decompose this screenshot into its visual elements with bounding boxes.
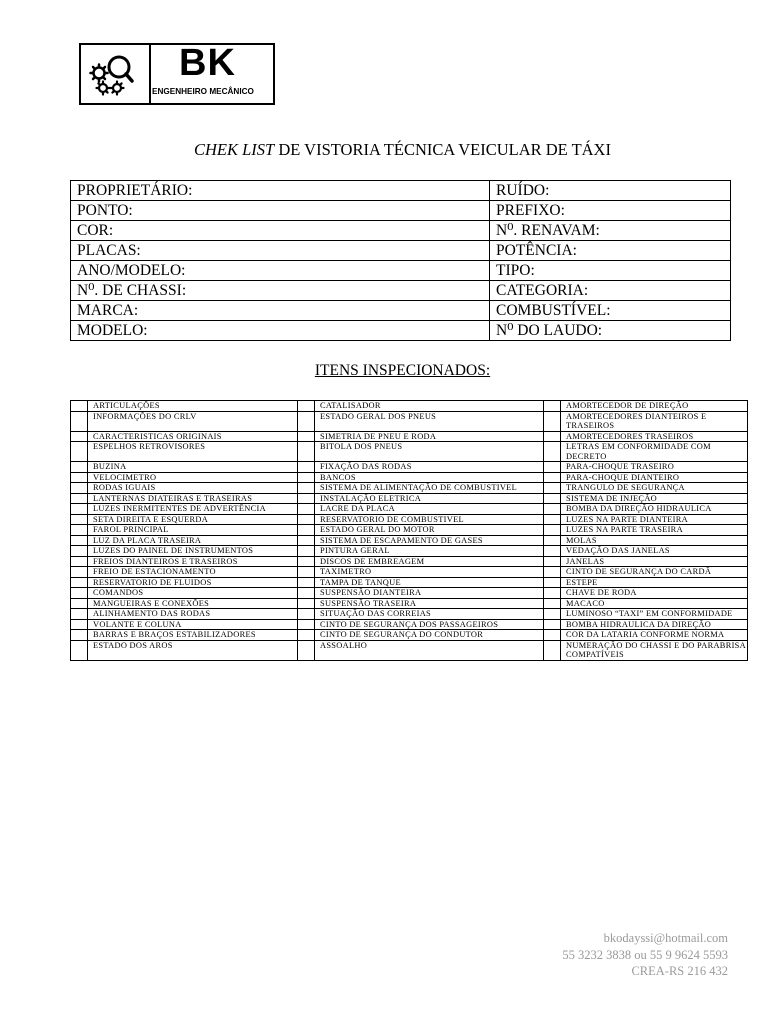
item-checkbox[interactable] xyxy=(298,525,315,536)
item-checkbox[interactable] xyxy=(298,401,315,412)
item-checkbox[interactable] xyxy=(298,514,315,525)
item-checkbox[interactable] xyxy=(71,535,88,546)
item-checkbox[interactable] xyxy=(298,630,315,641)
item-checkbox[interactable] xyxy=(544,598,561,609)
item-checkbox[interactable] xyxy=(298,588,315,599)
item-label: BUZINA xyxy=(88,462,298,473)
item-label: FIXAÇÃO DAS RODAS xyxy=(315,462,544,473)
item-label: CATALISADOR xyxy=(315,401,544,412)
item-label: CARACTERISTICAS ORIGINAIS xyxy=(88,431,298,442)
item-label: MANGUEIRAS E CONEXÕES xyxy=(88,598,298,609)
vehicle-info-table xyxy=(70,180,731,341)
info-row xyxy=(71,241,731,261)
item-checkbox[interactable] xyxy=(298,556,315,567)
item-label: LUMINOSO “TAXI” EM CONFORMIDADE xyxy=(561,609,748,620)
item-label: ESPELHOS RETROVISORES xyxy=(88,442,298,462)
info-field-left[interactable]: ANO/MODELO: xyxy=(71,261,490,281)
info-row xyxy=(71,181,731,201)
document-title xyxy=(0,140,768,160)
item-checkbox[interactable] xyxy=(544,556,561,567)
footer-email: bkodayssi@hotmail.com xyxy=(603,931,728,945)
footer-crea: CREA-RS 216 432 xyxy=(631,964,728,978)
items-section-title: ITENS INSPECIONADOS: xyxy=(314,362,491,379)
item-checkbox[interactable] xyxy=(544,525,561,536)
table-row xyxy=(71,504,748,515)
item-checkbox[interactable] xyxy=(71,401,88,412)
item-label: RESERVATORIO DE COMBUSTIVEL xyxy=(315,514,544,525)
item-label: BOMBA HIDRAULICA DA DIREÇÃO xyxy=(561,619,748,630)
item-checkbox[interactable] xyxy=(544,431,561,442)
table-row xyxy=(71,598,748,609)
item-checkbox[interactable] xyxy=(298,609,315,620)
item-checkbox[interactable] xyxy=(298,577,315,588)
item-label: CHAVE DE RODA xyxy=(561,588,748,599)
table-row xyxy=(71,514,748,525)
item-label: BANCOS xyxy=(315,472,544,483)
item-label: FREIO DE ESTACIONAMENTO xyxy=(88,567,298,578)
table-row xyxy=(71,442,748,462)
item-label: FREIOS DIANTEIROS E TRASEIROS xyxy=(88,556,298,567)
info-field-left[interactable]: MARCA: xyxy=(71,301,490,321)
item-checkbox[interactable] xyxy=(544,472,561,483)
item-checkbox[interactable] xyxy=(544,588,561,599)
item-checkbox[interactable] xyxy=(544,535,561,546)
logo-brand: BK xyxy=(179,42,236,84)
item-checkbox[interactable] xyxy=(71,630,88,641)
item-label: VELOCIMETRO xyxy=(88,472,298,483)
item-checkbox[interactable] xyxy=(71,525,88,536)
item-label: AMORTECEDORES DIANTEIROS E TRASEIROS xyxy=(561,411,748,431)
item-checkbox[interactable] xyxy=(298,483,315,494)
item-checkbox[interactable] xyxy=(298,462,315,473)
item-checkbox[interactable] xyxy=(298,411,315,431)
item-checkbox[interactable] xyxy=(544,546,561,557)
item-checkbox[interactable] xyxy=(71,462,88,473)
item-label: TAXIMETRO xyxy=(315,567,544,578)
item-label: COMANDOS xyxy=(88,588,298,599)
item-checkbox[interactable] xyxy=(544,567,561,578)
item-label: BITOLA DOS PNEUS xyxy=(315,442,544,462)
info-field-left[interactable]: N⁰. DE CHASSI: xyxy=(71,281,490,301)
item-label: NUMERAÇÃO DO CHASSI E DO PARABRISA COMPATÍVEIS xyxy=(561,640,748,660)
table-row xyxy=(71,588,748,599)
item-label: SUSPENSÃO DIANTEIRA xyxy=(315,588,544,599)
item-checkbox[interactable] xyxy=(71,577,88,588)
item-label: SETA DIREITA E ESQUERDA xyxy=(88,514,298,525)
item-checkbox[interactable] xyxy=(298,431,315,442)
item-checkbox[interactable] xyxy=(544,640,561,660)
info-row xyxy=(71,261,731,281)
item-checkbox[interactable] xyxy=(298,640,315,660)
item-label: PARA-CHOQUE TRASEIRO xyxy=(561,462,748,473)
item-label: CINTO DE SEGURANÇA DO CONDUTOR xyxy=(315,630,544,641)
info-field-left[interactable]: PROPRIETÁRIO: xyxy=(71,181,490,201)
item-checkbox[interactable] xyxy=(544,411,561,431)
item-checkbox[interactable] xyxy=(71,411,88,431)
info-field-left[interactable]: PLACAS: xyxy=(71,241,490,261)
item-label: INSTALAÇÃO ELETRICA xyxy=(315,493,544,504)
table-row xyxy=(71,619,748,630)
info-field-left[interactable]: MODELO: xyxy=(71,321,490,341)
item-label: SISTEMA DE ALIMENTAÇÃO DE COMBUSTIVEL xyxy=(315,483,544,494)
item-checkbox[interactable] xyxy=(298,546,315,557)
item-checkbox[interactable] xyxy=(71,619,88,630)
table-row xyxy=(71,462,748,473)
item-label: DISCOS DE EMBREAGEM xyxy=(315,556,544,567)
item-label: LUZ DA PLACA TRASEIRA xyxy=(88,535,298,546)
logo-subtitle: ENGENHEIRO MECÂNICO xyxy=(152,87,254,96)
item-checkbox[interactable] xyxy=(71,556,88,567)
item-checkbox[interactable] xyxy=(71,472,88,483)
item-label: VEDAÇÃO DAS JANELAS xyxy=(561,546,748,557)
item-checkbox[interactable] xyxy=(298,442,315,462)
item-checkbox[interactable] xyxy=(71,567,88,578)
table-row xyxy=(71,483,748,494)
item-checkbox[interactable] xyxy=(544,401,561,412)
item-label: SISTEMA DE ESCAPAMENTO DE GASES xyxy=(315,535,544,546)
item-label: LUZES NA PARTE DIANTEIRA xyxy=(561,514,748,525)
item-checkbox[interactable] xyxy=(71,442,88,462)
item-checkbox[interactable] xyxy=(544,483,561,494)
info-row xyxy=(71,321,731,341)
item-label: RODAS IGUAIS xyxy=(88,483,298,494)
info-field-right[interactable]: TIPO: xyxy=(490,261,731,281)
item-checkbox[interactable] xyxy=(71,493,88,504)
item-label: LUZES INERMITENTES DE ADVERTÊNCIA xyxy=(88,504,298,515)
item-label: BARRAS E BRAÇOS ESTABILIZADORES xyxy=(88,630,298,641)
info-field-right[interactable]: N⁰. RENAVAM: xyxy=(490,221,731,241)
item-checkbox[interactable] xyxy=(71,546,88,557)
table-row xyxy=(71,401,748,412)
item-label: SISTEMA DE INJEÇÃO xyxy=(561,493,748,504)
info-field-right[interactable]: COMBUSTÍVEL: xyxy=(490,301,731,321)
item-label: AMORTECEDOR DE DIREÇÃO xyxy=(561,401,748,412)
item-checkbox[interactable] xyxy=(71,431,88,442)
item-label: TAMPA DE TANQUE xyxy=(315,577,544,588)
item-label: MOLAS xyxy=(561,535,748,546)
item-label: ESTEPE xyxy=(561,577,748,588)
table-row xyxy=(71,567,748,578)
item-checkbox[interactable] xyxy=(544,514,561,525)
table-row xyxy=(71,493,748,504)
item-label: ESTADO DOS AROS xyxy=(88,640,298,660)
table-row xyxy=(71,609,748,620)
info-field-right[interactable]: RUÍDO: xyxy=(490,181,731,201)
item-checkbox[interactable] xyxy=(71,514,88,525)
item-label: LUZES DO PAINEL DE INSTRUMENTOS xyxy=(88,546,298,557)
footer-phones: 55 3232 3838 ou 55 9 9624 5593 xyxy=(562,947,728,962)
item-label: MACACO xyxy=(561,598,748,609)
item-checkbox[interactable] xyxy=(71,504,88,515)
item-checkbox[interactable] xyxy=(298,472,315,483)
item-checkbox[interactable] xyxy=(298,598,315,609)
item-checkbox[interactable] xyxy=(71,588,88,599)
item-label: SITUAÇÃO DAS CORREIAS xyxy=(315,609,544,620)
inspection-items-table xyxy=(70,400,748,661)
table-row xyxy=(71,535,748,546)
item-checkbox[interactable] xyxy=(544,630,561,641)
item-label: ARTICULAÇÕES xyxy=(88,401,298,412)
table-row xyxy=(71,630,748,641)
info-field-left[interactable]: COR: xyxy=(71,221,490,241)
item-label: VOLANTE E COLUNA xyxy=(88,619,298,630)
item-checkbox[interactable] xyxy=(71,609,88,620)
info-field-left[interactable]: PONTO: xyxy=(71,201,490,221)
table-row xyxy=(71,431,748,442)
item-label: AMORTECEDORES TRASEIROS xyxy=(561,431,748,442)
title-italic: CHEK LIST xyxy=(194,140,275,159)
item-label: CINTO DE SEGURANÇA DO CARDÃ xyxy=(561,567,748,578)
info-row xyxy=(71,301,731,321)
item-label: INFORMAÇÕES DO CRLV xyxy=(88,411,298,431)
table-row xyxy=(71,577,748,588)
contact-footer xyxy=(562,930,728,980)
info-field-right[interactable]: PREFIXO: xyxy=(490,201,731,221)
info-field-right[interactable]: CATEGORIA: xyxy=(490,281,731,301)
table-row xyxy=(71,411,748,431)
logo-text-box xyxy=(151,42,273,103)
item-checkbox[interactable] xyxy=(71,483,88,494)
item-checkbox[interactable] xyxy=(544,493,561,504)
item-label: FAROL PRINCIPAL xyxy=(88,525,298,536)
item-label: RESERVATORIO DE FLUIDOS xyxy=(88,577,298,588)
info-row xyxy=(71,281,731,301)
company-logo xyxy=(79,43,275,105)
info-row xyxy=(71,221,731,241)
item-label: LANTERNAS DIATEIRAS E TRASEIRAS xyxy=(88,493,298,504)
item-checkbox[interactable] xyxy=(544,609,561,620)
table-row xyxy=(71,472,748,483)
item-checkbox[interactable] xyxy=(544,442,561,462)
item-label: TRANGULO DE SEGURANÇA xyxy=(561,483,748,494)
item-checkbox[interactable] xyxy=(544,504,561,515)
item-checkbox[interactable] xyxy=(298,567,315,578)
table-row xyxy=(71,546,748,557)
item-checkbox[interactable] xyxy=(544,619,561,630)
info-field-right[interactable]: N⁰ DO LAUDO: xyxy=(490,321,731,341)
item-label: BOMBA DA DIREÇÃO HIDRAULICA xyxy=(561,504,748,515)
table-row xyxy=(71,640,748,660)
item-label: ASSOALHO xyxy=(315,640,544,660)
item-label: SUSPENSÃO TRASEIRA xyxy=(315,598,544,609)
item-checkbox[interactable] xyxy=(544,462,561,473)
item-checkbox[interactable] xyxy=(298,493,315,504)
item-label: ESTADO GERAL DO MOTOR xyxy=(315,525,544,536)
item-label: JANELAS xyxy=(561,556,748,567)
item-checkbox[interactable] xyxy=(298,504,315,515)
table-row xyxy=(71,556,748,567)
item-label: LACRE DA PLACA xyxy=(315,504,544,515)
info-field-right[interactable]: POTÊNCIA: xyxy=(490,241,731,261)
item-label: PARA-CHOQUE DIANTEIRO xyxy=(561,472,748,483)
item-checkbox[interactable] xyxy=(71,598,88,609)
item-label: ALINHAMENTO DAS RODAS xyxy=(88,609,298,620)
item-checkbox[interactable] xyxy=(544,577,561,588)
gears-magnifier-icon xyxy=(81,45,151,103)
item-label: SIMETRIA DE PNEU E RODA xyxy=(315,431,544,442)
item-label: CINTO DE SEGURANÇA DOS PASSAGEIROS xyxy=(315,619,544,630)
item-label: LUZES NA PARTE TRASEIRA xyxy=(561,525,748,536)
info-row xyxy=(71,201,731,221)
title-rest: DE VISTORIA TÉCNICA VEICULAR DE TÁXI xyxy=(274,140,611,159)
item-checkbox[interactable] xyxy=(71,640,88,660)
item-checkbox[interactable] xyxy=(298,535,315,546)
item-label: ESTADO GERAL DOS PNEUS xyxy=(315,411,544,431)
item-label: COR DA LATARIA CONFORME NORMA xyxy=(561,630,748,641)
table-row xyxy=(71,525,748,536)
item-checkbox[interactable] xyxy=(298,619,315,630)
item-label: PINTURA GERAL xyxy=(315,546,544,557)
item-label: LETRAS EM CONFORMIDADE COM DECRETO xyxy=(561,442,748,462)
